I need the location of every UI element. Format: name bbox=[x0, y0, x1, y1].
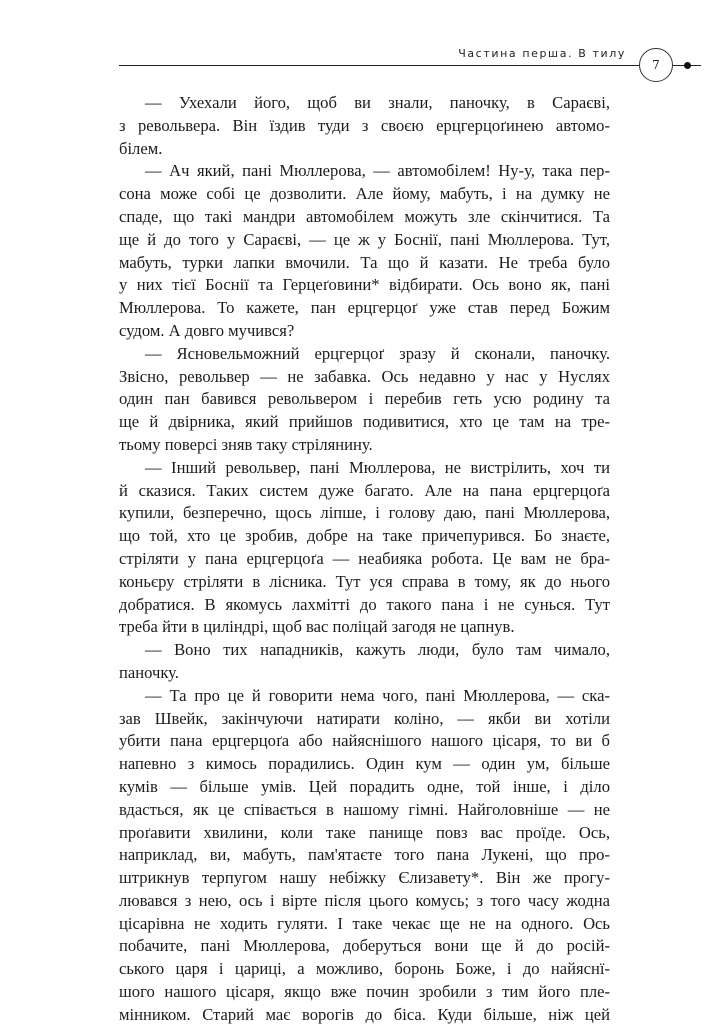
text-line: вдасться, як це співається в нашому гімні. Найголовніше — не bbox=[119, 799, 610, 819]
text-line: — Воно тих нападників, кажуть люди, було там чимало, bbox=[145, 640, 610, 660]
text-line: лювався з нею, ось і вірте після цього комусь; з того часу жодна bbox=[119, 890, 610, 910]
text-line: стріляти у пана ерцгерцоґа — неабияка робота. Це вам не бра- bbox=[119, 548, 610, 568]
text-line: тьому поверсі зняв таку стрілянину. bbox=[119, 434, 373, 454]
text-line: кумів — більше умів. Цей порадить одне, той інше, і діло bbox=[119, 776, 610, 796]
text-line: з револьвера. Він їздив туди з своєю ерцгерцоґинею автомо- bbox=[119, 115, 610, 135]
text-line: й сказися. Таких систем дуже багато. Але на пана ерцгерцоґа bbox=[119, 480, 610, 500]
text-line: цісарівна не ходить гуляти. І таке чекає ще не на одного. Ось bbox=[119, 913, 610, 933]
text-line: що той, хто це зробив, добре на таке причепурився. Бо знаєте, bbox=[119, 526, 610, 546]
text-line: мінником. Старий має ворогів до біса. Куди більше, ніж цей bbox=[119, 1004, 610, 1024]
text-line: у них тієї Боснії та Герцеґовини* відбирати. Ось воно як, пані bbox=[119, 275, 610, 295]
text-line: Мюллерова. То кажете, пан ерцгерцоґ уже став перед Божим bbox=[119, 298, 610, 318]
text-line: білем. bbox=[119, 138, 163, 158]
text-line: купили, безперечно, щось ліпше, і голову даю, пані Мюллерова, bbox=[119, 503, 610, 523]
body-text bbox=[119, 92, 610, 1027]
text-line: один пан бавився револьвером і перебив геть усю родину та bbox=[119, 389, 610, 409]
text-line: — Інший револьвер, пані Мюллерова, не вистрілить, хоч ти bbox=[145, 457, 610, 477]
text-line: ще й двірника, який прийшов подивитися, хто це там на тре- bbox=[119, 412, 610, 432]
text-line: проґавити хвилини, коли таке панище повз вас проїде. Ось, bbox=[119, 822, 610, 842]
text-line: треба йти в циліндрі, щоб вас поліцай загодя не цапнув. bbox=[119, 617, 515, 637]
page-number-badge bbox=[639, 48, 673, 82]
text-line: спаде, що такі мандри автомобілем можуть зле скінчитися. Та bbox=[119, 206, 610, 226]
page-number: 7 bbox=[652, 58, 660, 72]
text-line: коньєру стріляти в лісника. Тут уся справа в тому, як до нього bbox=[119, 571, 610, 591]
text-line: шого нашого цісаря, якщо вже почин зробили з тим його пле- bbox=[119, 982, 610, 1002]
header-rule bbox=[119, 65, 639, 66]
text-line: — Ясновельможний ерцгерцоґ зразу й сконали, паночку. bbox=[145, 343, 610, 363]
text-line: побачите, пані Мюллерова, доберуться вони ще й до росій- bbox=[119, 936, 610, 956]
text-line: сона може собі це дозволити. Але йому, мабуть, і на думку не bbox=[119, 184, 610, 204]
text-line: паночку. bbox=[119, 662, 179, 682]
text-line: судом. А довго мучився? bbox=[119, 320, 295, 340]
text-line: штрикнув терпугом нашу небіжку Єлизавету*. Він же прогу- bbox=[119, 868, 610, 888]
text-line: Звісно, револьвер — не забавка. Ось недавно у нас у Нуслях bbox=[119, 366, 610, 386]
text-line: зав Швейк, закінчуючи натирати коліно, — якби ви хотіли bbox=[119, 708, 610, 728]
text-line: — Ухехали його, щоб ви знали, паночку, в Сараєві, bbox=[145, 93, 610, 112]
running-head: Частина перша. В тилу bbox=[458, 47, 626, 60]
text-line: — Ач який, пані Мюллерова, — автомобілем! Ну-у, така пер- bbox=[145, 161, 610, 181]
text-line: — Та про це й говорити нема чого, пані Мюллерова, — ска- bbox=[145, 685, 610, 705]
text-line: ського царя і цариці, а можливо, боронь Боже, і до найяснї- bbox=[119, 959, 610, 979]
text-line: ще й до того у Сараєві, — це ж у Боснії, пані Мюллерова. Тут, bbox=[119, 229, 610, 249]
text-line: мабуть, турки лапки вмочили. Та що й казати. Не треба було bbox=[119, 252, 610, 272]
header-dot-ornament bbox=[684, 62, 691, 69]
text-line: напевно з кимось порадились. Один кум — один ум, більше bbox=[119, 754, 610, 774]
text-line: наприклад, ви, мабуть, пам'ятаєте того пана Лукені, що про- bbox=[119, 845, 610, 865]
text-line: добратися. В якомусь лахмітті до такого пана і не сунься. Тут bbox=[119, 594, 610, 614]
text-line: убити пана ерцгерцоґа або найяснішого нашого цісаря, то ви б bbox=[119, 731, 610, 751]
